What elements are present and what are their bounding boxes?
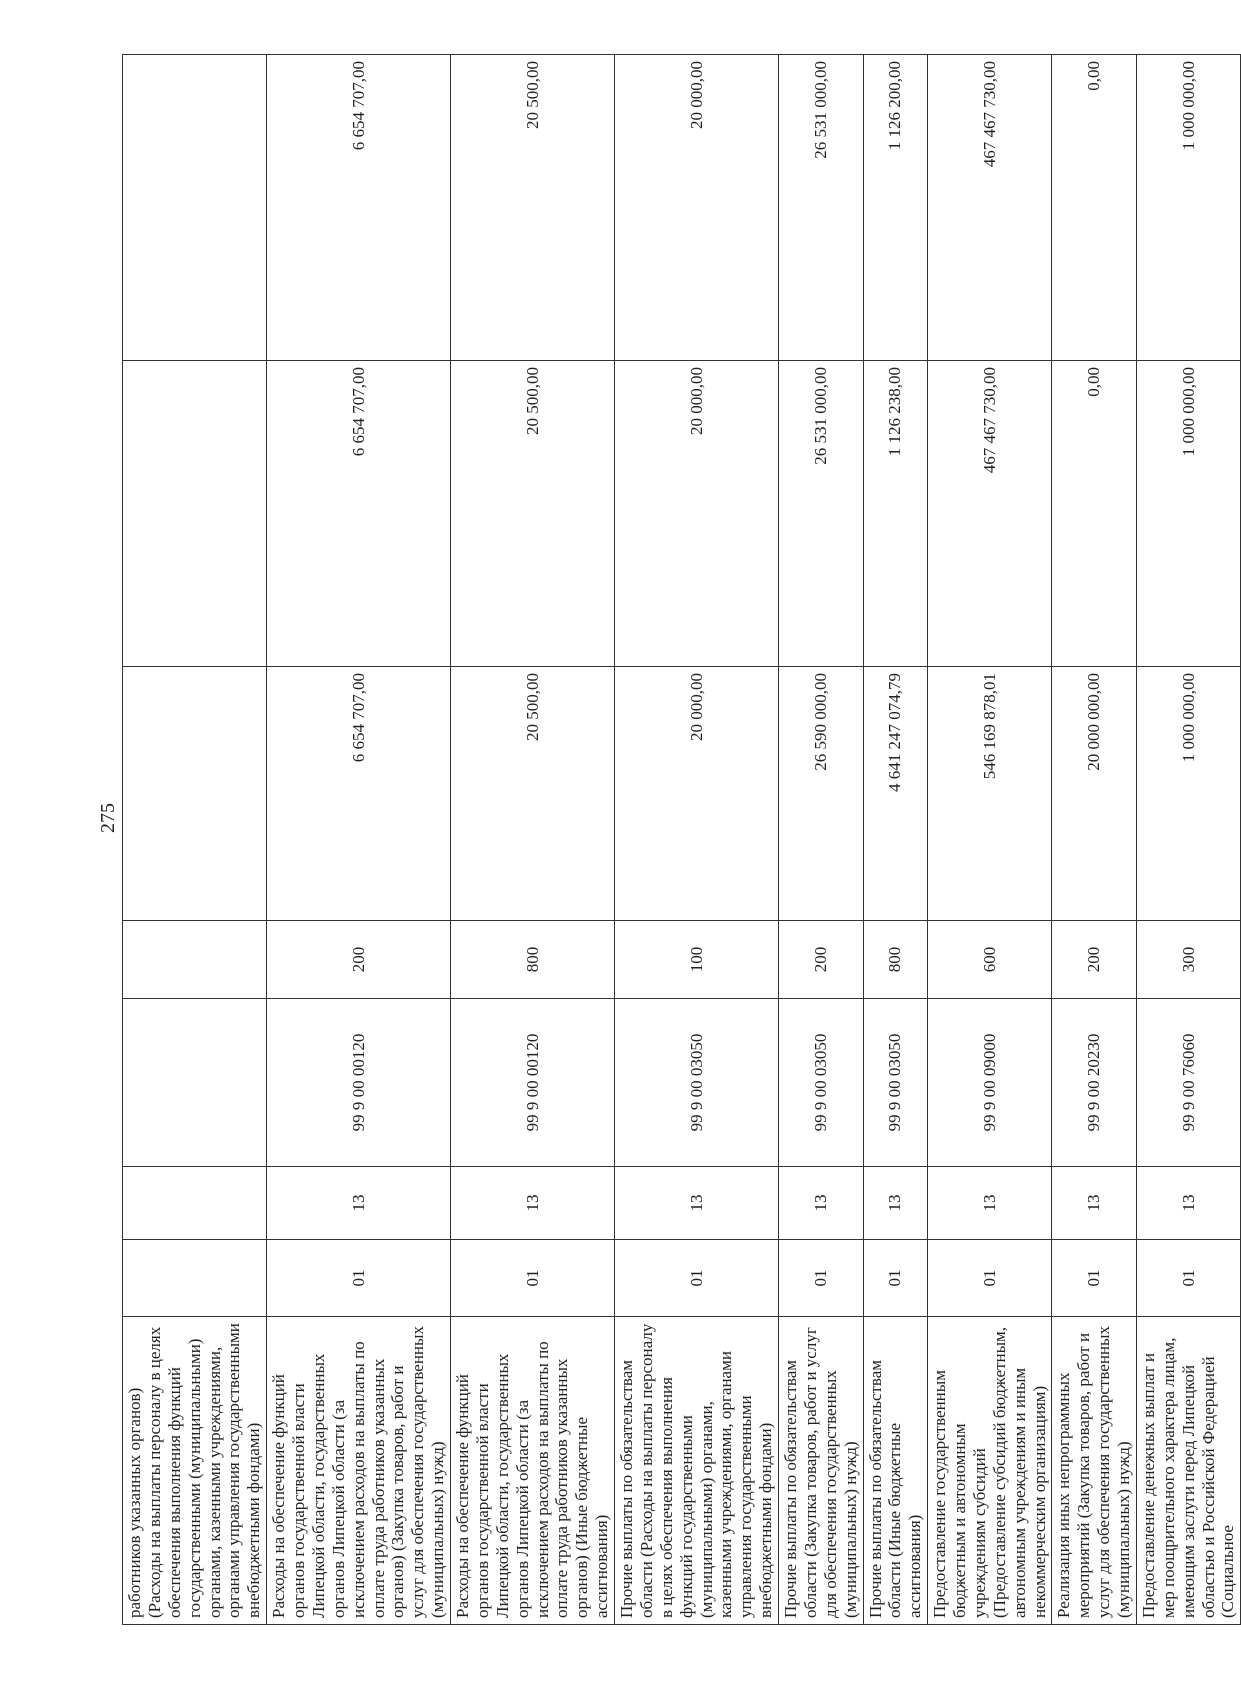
rotated-table-wrapper xyxy=(122,55,1238,1625)
cell-csr: 99 9 00 00120 xyxy=(267,999,451,1167)
cell-csr xyxy=(123,999,267,1167)
cell-desc: Реализация иных непрограммных мероприятий (Закупка товаров, работ и услуг для обеспечения государственных (муниципальных) нужд) xyxy=(1052,1317,1137,1625)
cell-s1: 546 169 878,01 xyxy=(928,667,1052,921)
table-row xyxy=(1136,55,1240,1625)
cell-s1 xyxy=(123,667,267,921)
cell-s1: 26 590 000,00 xyxy=(779,667,864,921)
cell-desc: Расходы на обеспечение функций органов государственной власти Липецкой области, государственных органов Липецкой области (за исключением расходов на выплаты по оплате труда работников указанных органов) (Закупка товаров, работ и услуг для обеспечения государственных (муниципальных) нужд) xyxy=(267,1317,451,1625)
cell-csr: 99 9 00 03050 xyxy=(615,999,779,1167)
table-row xyxy=(451,55,615,1625)
cell-desc: работников указанных органов) (Расходы на выплаты персоналу в целях обеспечения выполнения функций государственными (муниципальными) органами, казенными учреждениями, органами управления государственными внебюджетными фондами) xyxy=(123,1317,267,1625)
cell-s3: 467 467 730,00 xyxy=(928,55,1052,361)
cell-rz: 01 xyxy=(451,1240,615,1317)
table-row xyxy=(1052,55,1137,1625)
cell-csr: 99 9 00 00120 xyxy=(451,999,615,1167)
table-row xyxy=(123,55,267,1625)
cell-vr: 200 xyxy=(779,921,864,999)
cell-pr: 13 xyxy=(928,1167,1052,1240)
cell-vr: 100 xyxy=(615,921,779,999)
cell-s3: 20 000,00 xyxy=(615,55,779,361)
cell-pr: 13 xyxy=(267,1167,451,1240)
cell-s2: 6 654 707,00 xyxy=(267,361,451,667)
page-number: 275 xyxy=(97,803,119,833)
cell-s2: 1 126 238,00 xyxy=(863,361,928,667)
cell-s2: 0,00 xyxy=(1052,361,1137,667)
cell-s3: 6 654 707,00 xyxy=(267,55,451,361)
cell-vr: 800 xyxy=(451,921,615,999)
cell-rz: 01 xyxy=(1052,1240,1137,1317)
cell-vr: 600 xyxy=(928,921,1052,999)
cell-csr: 99 9 00 03050 xyxy=(779,999,864,1167)
cell-csr: 99 9 00 03050 xyxy=(863,999,928,1167)
cell-vr: 200 xyxy=(267,921,451,999)
cell-rz: 01 xyxy=(267,1240,451,1317)
cell-pr: 13 xyxy=(863,1167,928,1240)
cell-s1: 20 000,00 xyxy=(615,667,779,921)
cell-s1: 1 000 000,00 xyxy=(1136,667,1240,921)
cell-rz: 01 xyxy=(779,1240,864,1317)
cell-s1: 6 654 707,00 xyxy=(267,667,451,921)
cell-desc: Прочие выплаты по обязательствам области (Расходы на выплаты персоналу в целях обеспечения выполнения функций государственными (муниципальными) органами, казенными учреждениями, органами управления государственными внебюджетными фондами) xyxy=(615,1317,779,1625)
cell-s1: 4 641 247 074,79 xyxy=(863,667,928,921)
cell-vr: 800 xyxy=(863,921,928,999)
cell-s3: 1 000 000,00 xyxy=(1136,55,1240,361)
cell-rz: 01 xyxy=(863,1240,928,1317)
cell-s2: 467 467 730,00 xyxy=(928,361,1052,667)
cell-csr: 99 9 00 09000 xyxy=(928,999,1052,1167)
budget-table xyxy=(122,54,1241,1625)
cell-s2: 20 000,00 xyxy=(615,361,779,667)
table-row xyxy=(615,55,779,1625)
cell-s2: 20 500,00 xyxy=(451,361,615,667)
cell-s1: 20 000 000,00 xyxy=(1052,667,1137,921)
cell-s3: 20 500,00 xyxy=(451,55,615,361)
cell-rz: 01 xyxy=(1136,1240,1240,1317)
table-row xyxy=(267,55,451,1625)
cell-s2 xyxy=(123,361,267,667)
cell-s3: 0,00 xyxy=(1052,55,1137,361)
cell-desc: Расходы на обеспечение функций органов государственной власти Липецкой области, государственных органов Липецкой области (за исключением расходов на выплаты по оплате труда работников указанных органов) (Иные бюджетные ассигнования) xyxy=(451,1317,615,1625)
cell-pr: 13 xyxy=(615,1167,779,1240)
table-row xyxy=(779,55,864,1625)
cell-desc: Предоставление денежных выплат и мер поощрительного характера лицам, имеющим заслуги перед Липецкой областью и Российской Федерацией (Социальное xyxy=(1136,1317,1240,1625)
cell-s3: 1 126 200,00 xyxy=(863,55,928,361)
cell-s1: 20 500,00 xyxy=(451,667,615,921)
cell-vr xyxy=(123,921,267,999)
cell-pr: 13 xyxy=(1052,1167,1137,1240)
cell-rz xyxy=(123,1240,267,1317)
cell-desc: Прочие выплаты по обязательствам области (Иные бюджетные ассигнования) xyxy=(863,1317,928,1625)
cell-s3 xyxy=(123,55,267,361)
cell-rz: 01 xyxy=(615,1240,779,1317)
cell-pr: 13 xyxy=(1136,1167,1240,1240)
cell-pr xyxy=(123,1167,267,1240)
cell-csr: 99 9 00 76060 xyxy=(1136,999,1240,1167)
table-row xyxy=(863,55,928,1625)
cell-csr: 99 9 00 20230 xyxy=(1052,999,1137,1167)
cell-desc: Прочие выплаты по обязательствам области (Закупка товаров, работ и услуг для обеспечения государственных (муниципальных) нужд) xyxy=(779,1317,864,1625)
budget-table-body xyxy=(123,55,1241,1625)
cell-s2: 26 531 000,00 xyxy=(779,361,864,667)
cell-vr: 300 xyxy=(1136,921,1240,999)
cell-vr: 200 xyxy=(1052,921,1137,999)
cell-s3: 26 531 000,00 xyxy=(779,55,864,361)
table-row xyxy=(928,55,1052,1625)
cell-pr: 13 xyxy=(779,1167,864,1240)
cell-desc: Предоставление государственным бюджетным и автономным учреждениям субсидий (Предоставление субсидий бюджетным, автономным учреждениям и иным некоммерческим организациям) xyxy=(928,1317,1052,1625)
cell-s2: 1 000 000,00 xyxy=(1136,361,1240,667)
cell-pr: 13 xyxy=(451,1167,615,1240)
cell-rz: 01 xyxy=(928,1240,1052,1317)
